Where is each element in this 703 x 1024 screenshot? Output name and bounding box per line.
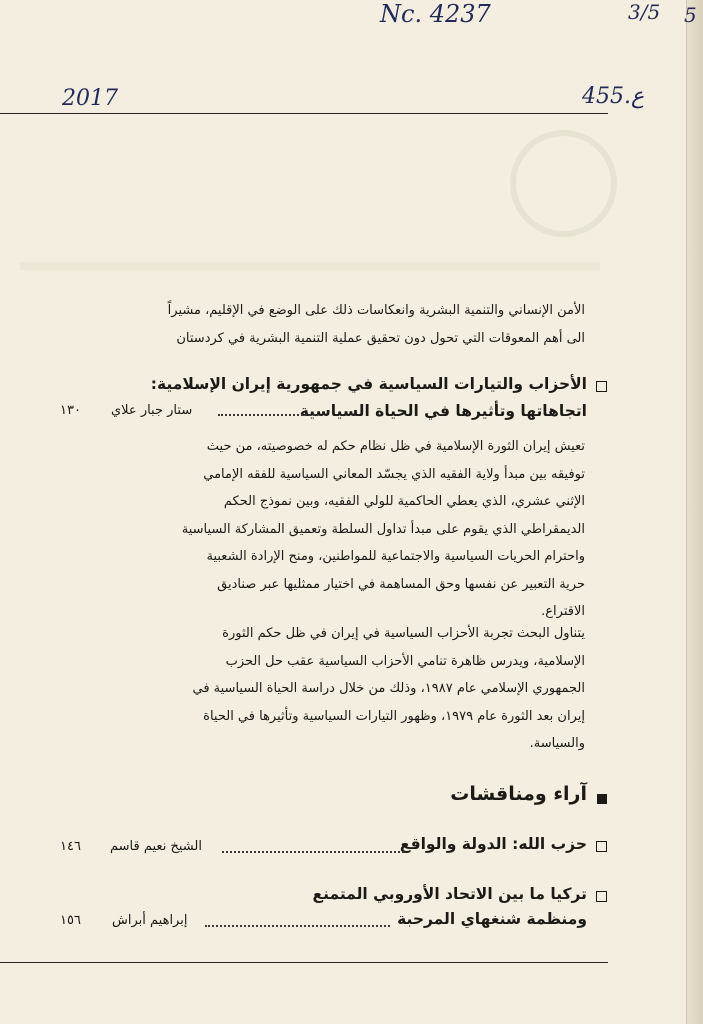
handwritten-accession: Nc. 4237 — [380, 0, 491, 28]
handwritten-year: 2017 — [62, 86, 118, 111]
text-line: الديمقراطي الذي يقوم على مبدأ تداول السلطة وتعميق المشاركة السياسية — [181, 521, 585, 537]
text-line: الجمهوري الإسلامي عام ١٩٨٧، وذلك من خلال دراسة الحياة السياسية في — [192, 681, 585, 696]
text-line: الإسلامية، ويدرس ظاهرة تنامي الأحزاب السياسية عقب حل الحزب — [225, 653, 585, 669]
bleed-through-seal — [510, 130, 617, 237]
text-line: الأمن الإنساني والتنمية البشرية وانعكاسات ذلك على الوضع في الإقليم، مشيراً — [167, 303, 585, 318]
text-line: إيران بعد الثورة عام ١٩٧٩، وظهور التيارات السياسية وتأثيرها في الحياة — [203, 708, 585, 724]
leader-dots — [218, 414, 318, 416]
text-line: الإثني عشري، الذي يعطي الحاكمية للولي الفقيه، وبين نموذج الحكم — [223, 494, 585, 509]
entry-checkbox — [596, 891, 607, 902]
text-line: توفيقه بين مبدأ ولاية الفقيه الذي يجسّد المعاني السياسية للفقه الإمامي — [203, 466, 585, 482]
text-line: الى أهم المعوقات التي تحول دون تحقيق عملية التنمية البشرية في كردستان — [176, 330, 585, 346]
entry-title-line: حزب الله: الدولة والواقع — [399, 835, 587, 853]
entry-title-line: الأحزاب والتيارات السياسية في جمهورية إيران الإسلامية: — [150, 375, 587, 393]
entry-title-line: ومنظمة شنغهاي المرحبة — [397, 910, 587, 928]
intro-paragraph — [135, 297, 585, 352]
text-line: تعيش إيران الثورة الإسلامية في ظل نظام حكم له خصوصيته، من حيث — [206, 439, 585, 454]
entry-page-number: ١٥٦ — [60, 913, 81, 928]
entry-page-number: ١٤٦ — [60, 839, 81, 854]
text-line: يتناول البحث تجربة الأحزاب السياسية في إيران في ظل حكم الثورة — [222, 626, 585, 641]
text-line: الاقتراع. — [541, 604, 585, 619]
text-line: والسياسة. — [529, 736, 585, 751]
entry-title-line: اتجاهاتها وتأثيرها في الحياة السياسية — [299, 402, 587, 420]
entry-abstract — [135, 433, 585, 626]
section-bullet — [597, 794, 607, 804]
entry-page-number: ١٣٠ — [60, 403, 81, 418]
entry-checkbox — [596, 841, 607, 852]
entry-abstract — [135, 620, 585, 758]
handwritten-page-ref: 3/5 — [628, 0, 661, 24]
handwritten-shelf-mark: 455.ع — [582, 84, 645, 109]
section-title: آراء ومناقشات — [450, 783, 587, 805]
top-rule — [0, 113, 608, 114]
bottom-rule — [0, 962, 608, 963]
leader-dots — [222, 851, 404, 853]
text-line: واحترام الحريات السياسية والاجتماعية للمواطنين، ومنح الإرادة الشعبية — [206, 549, 585, 564]
bleed-through-band — [20, 262, 600, 270]
entry-author: إبراهيم أبراش — [112, 913, 188, 928]
entry-author: ستار جبار علاي — [111, 403, 193, 418]
page-edge — [686, 0, 703, 1024]
entry-title-line: تركيا ما بين الاتحاد الأوروبي المتمنع — [312, 885, 587, 903]
handwritten-page-ref-extra: 5 — [684, 3, 697, 27]
entry-checkbox — [596, 381, 607, 392]
entry-author: الشيخ نعيم قاسم — [110, 839, 202, 854]
text-line: حرية التعبير عن نفسها وحق المساهمة في اختيار ممثليها عبر صناديق — [217, 576, 585, 592]
leader-dots — [205, 925, 390, 927]
